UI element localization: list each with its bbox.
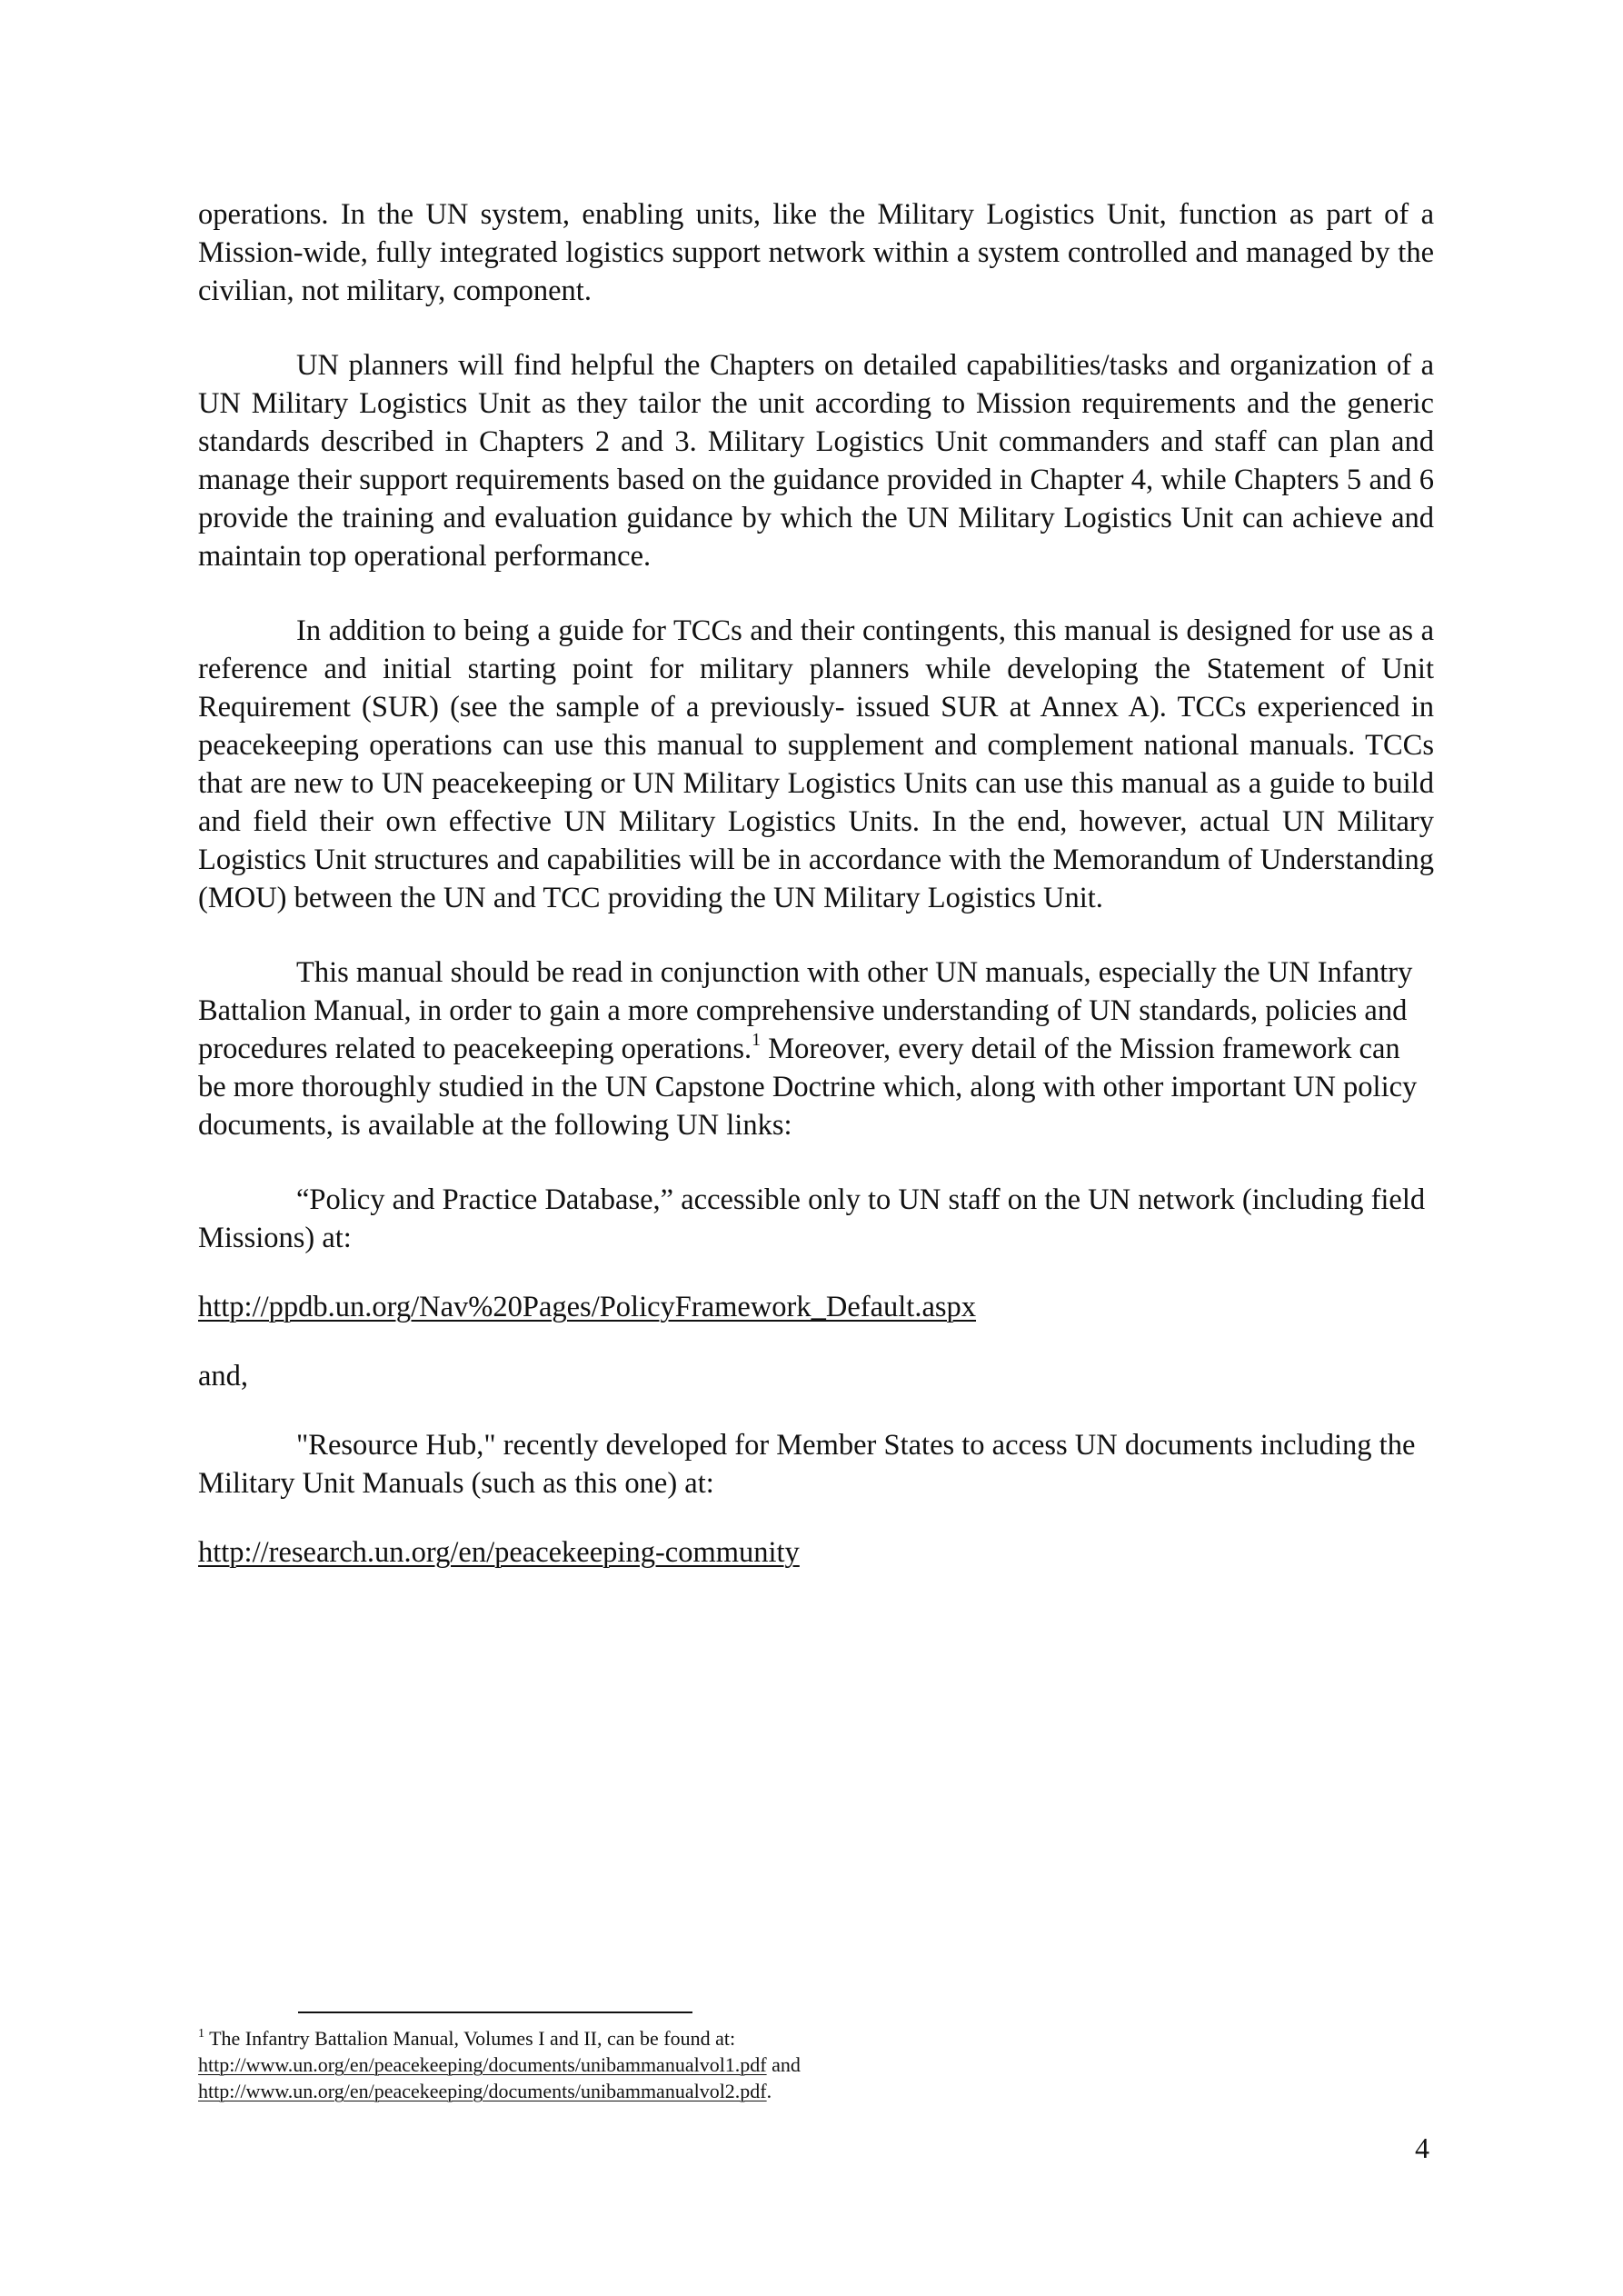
footnote (198, 2025, 1379, 2104)
paragraph-and: and, (198, 1360, 249, 1393)
footnote-connector: and (766, 2053, 801, 2076)
footnote-link-vol2[interactable]: http://www.un.org/en/peacekeeping/documents/unibammanualvol2.pdf (198, 2080, 767, 2102)
paragraph-tcc-guide: In addition to being a guide for TCCs and their contingents, this manual is designed for use as a reference and initial starting point for military planners while developing the Statement of Unit Requirement (SUR) (see the sample of a previously- issued SUR at Annex A). TCCs experienced in peacekeeping operations can use this manual to supplement and complement national manuals. TCCs that are new to UN peacekeeping or UN Military Logistics Units can use this manual as a guide to build and field their own effective UN Military Logistics Units. In the end, however, actual UN Military Logistics Unit structures and capabilities will be in accordance with the Memorandum of Understanding (MOU) between the UN and TCC providing the UN Military Logistics Unit. (198, 614, 1434, 914)
footnote-marker: 1 (198, 2027, 204, 2041)
footnote-reference[interactable]: 1 (752, 1030, 762, 1050)
paragraph-un-planners: UN planners will find helpful the Chapters on detailed capabilities/tasks and organization of a UN Military Logistics Unit as they tailor the unit according to Mission requirements and the generic standards described in Chapters 2 and 3. Military Logistics Unit commanders and staff can plan and manage their support requirements based on the guidance provided in Chapter 4, while Chapters 5 and 6 provide the training and evaluation guidance by which the UN Military Logistics Unit can achieve and maintain top operational performance. (198, 349, 1434, 573)
paragraph-conjunction-before: This manual should be read in conjunction with other UN manuals, especially the UN Infantry Battalion Manual, in order to gain a more comprehensive understanding of UN standards, policies and procedures related to peacekeeping operations. (198, 956, 1413, 1065)
paragraph-operations: operations. In the UN system, enabling units, like the Military Logistics Unit, function as part of a Mission-wide, fully integrated logistics support network within a system controlled and managed by the civilian, not military, component. (198, 198, 1434, 307)
research-link[interactable]: http://research.un.org/en/peacekeeping-community (198, 1536, 800, 1569)
footnote-link-vol1[interactable]: http://www.un.org/en/peacekeeping/documents/unibammanualvol1.pdf (198, 2053, 767, 2076)
footnote-end: . (766, 2080, 772, 2102)
paragraph-research-link (198, 1533, 1434, 1572)
paragraph-resource-hub: "Resource Hub," recently developed for Member States to access UN documents including the Military Unit Manuals (such as this one) at: (198, 1429, 1416, 1500)
paragraph-ppdb-link (198, 1288, 1434, 1326)
paragraph-policy-database: “Policy and Practice Database,” accessible only to UN staff on the UN network (including field Missions) at: (198, 1183, 1426, 1254)
footnote-separator (298, 2011, 692, 2013)
paragraph-conjunction-after: Moreover, every detail of the Mission framework can be more thoroughly studied in the UN Capstone Doctrine which, along with other important UN policy documents, is available at the following UN links: (198, 1033, 1418, 1142)
page-number: 4 (1415, 2131, 1429, 2164)
ppdb-link[interactable]: http://ppdb.un.org/Nav%20Pages/PolicyFramework_Default.aspx (198, 1291, 977, 1323)
body-text (198, 195, 1434, 1602)
paragraph-conjunction (198, 953, 1434, 1144)
footnote-text: The Infantry Battalion Manual, Volumes I and II, can be found at: (204, 2027, 736, 2050)
